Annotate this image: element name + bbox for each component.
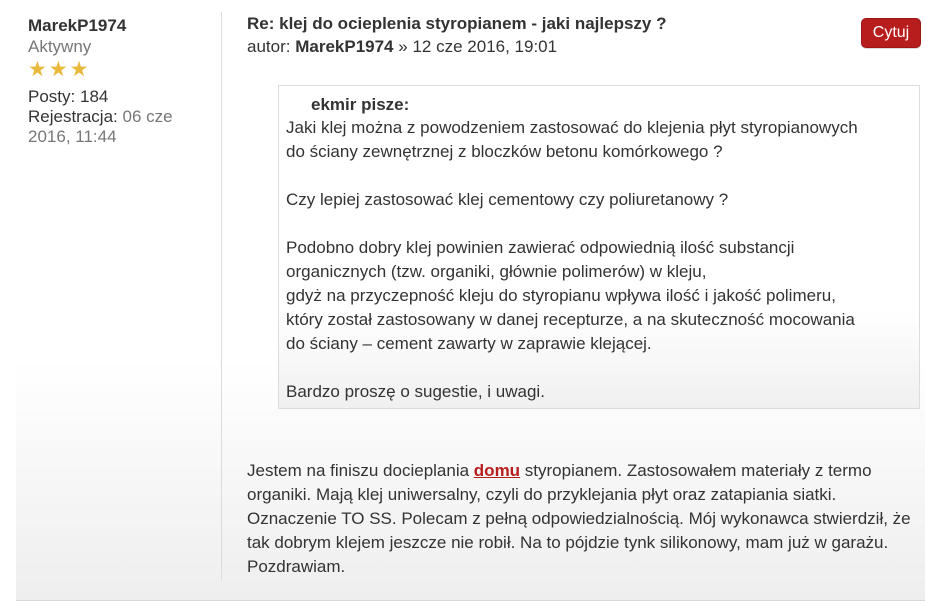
meta-prefix: autor: bbox=[247, 37, 291, 56]
star-icon: ★ bbox=[28, 58, 47, 81]
reply-text-before-link: Jestem na finiszu docieplania bbox=[247, 461, 474, 480]
registration-value: 06 cze 2016, 11:44 bbox=[28, 107, 173, 146]
forum-post bbox=[16, 0, 925, 601]
registration-label: Rejestracja: bbox=[28, 107, 118, 126]
domu-link[interactable]: domu bbox=[473, 461, 521, 480]
posts-value: 184 bbox=[79, 87, 109, 106]
meta-date: 12 cze 2016, 19:01 bbox=[412, 37, 558, 56]
quote-paragraph bbox=[286, 116, 911, 164]
star-icon: ★ bbox=[48, 58, 68, 81]
posts-label: Posty: bbox=[28, 87, 76, 106]
registration-info bbox=[28, 107, 208, 147]
quote-line: gdyż na przyczepność kleju do styropianu wpływa ilość i jakość polimeru, bbox=[286, 286, 836, 305]
quote-line: do ściany zewnętrznej z bloczków betonu komórkowego ? bbox=[286, 142, 723, 161]
star-icon: ★ bbox=[69, 58, 89, 81]
quote-line: do ściany – cement zawarty w zaprawie klejącej. bbox=[286, 334, 652, 353]
quote-paragraph bbox=[286, 188, 911, 212]
author-profile bbox=[28, 16, 208, 147]
rank-stars bbox=[28, 60, 208, 80]
quote-paragraph bbox=[286, 236, 911, 356]
author-rank: Aktywny bbox=[28, 37, 92, 56]
quote-line: Jaki klej można z powodzeniem zastosować do klejenia płyt styropianowych bbox=[286, 118, 858, 137]
profile-divider bbox=[221, 12, 222, 580]
quote-button[interactable]: Cytuj bbox=[861, 18, 921, 48]
quote-line: organicznych (tzw. organiki, głównie polimerów) w kleju, bbox=[286, 262, 707, 281]
post-meta bbox=[247, 37, 557, 57]
meta-author-link[interactable]: MarekP1974 bbox=[295, 37, 394, 56]
reply-text bbox=[247, 459, 917, 579]
quote-line: który został zastosowany w danej recepturze, a na skuteczność mocowania bbox=[286, 310, 855, 329]
quote-text bbox=[286, 116, 911, 404]
quote-cite: ekmir pisze: bbox=[311, 95, 410, 114]
quote-line: Czy lepiej zastosować klej cementowy czy poliuretanowy ? bbox=[286, 190, 729, 209]
quote-line: Bardzo proszę o sugestie, i uwagi. bbox=[286, 382, 545, 401]
post-title[interactable]: Re: klej do ocieplenia styropianem - jaki najlepszy ? bbox=[247, 14, 667, 33]
quote-block bbox=[278, 85, 920, 409]
meta-separator: » bbox=[398, 37, 408, 56]
quote-line: Podobno dobry klej powinien zawierać odpowiednią ilość substancji bbox=[286, 238, 795, 257]
reply-text-after-link: styropianem. Zastosowałem materiały z termo organiki. Mają klej uniwersalny, czyli do przyklejania płyt oraz zatapiania siatki. Oznaczenie TO SS. Polecam z pełną odpowiedzialnością. Mój wykonawca stwierdził, że tak dobrym klejem jeszcze nie robił. Na to pójdzie tynk silikonowy, mam już w garażu. Pozdrawiam. bbox=[247, 461, 911, 576]
quote-paragraph bbox=[286, 380, 911, 404]
posts-count bbox=[28, 87, 208, 107]
author-username[interactable]: MarekP1974 bbox=[28, 16, 127, 35]
